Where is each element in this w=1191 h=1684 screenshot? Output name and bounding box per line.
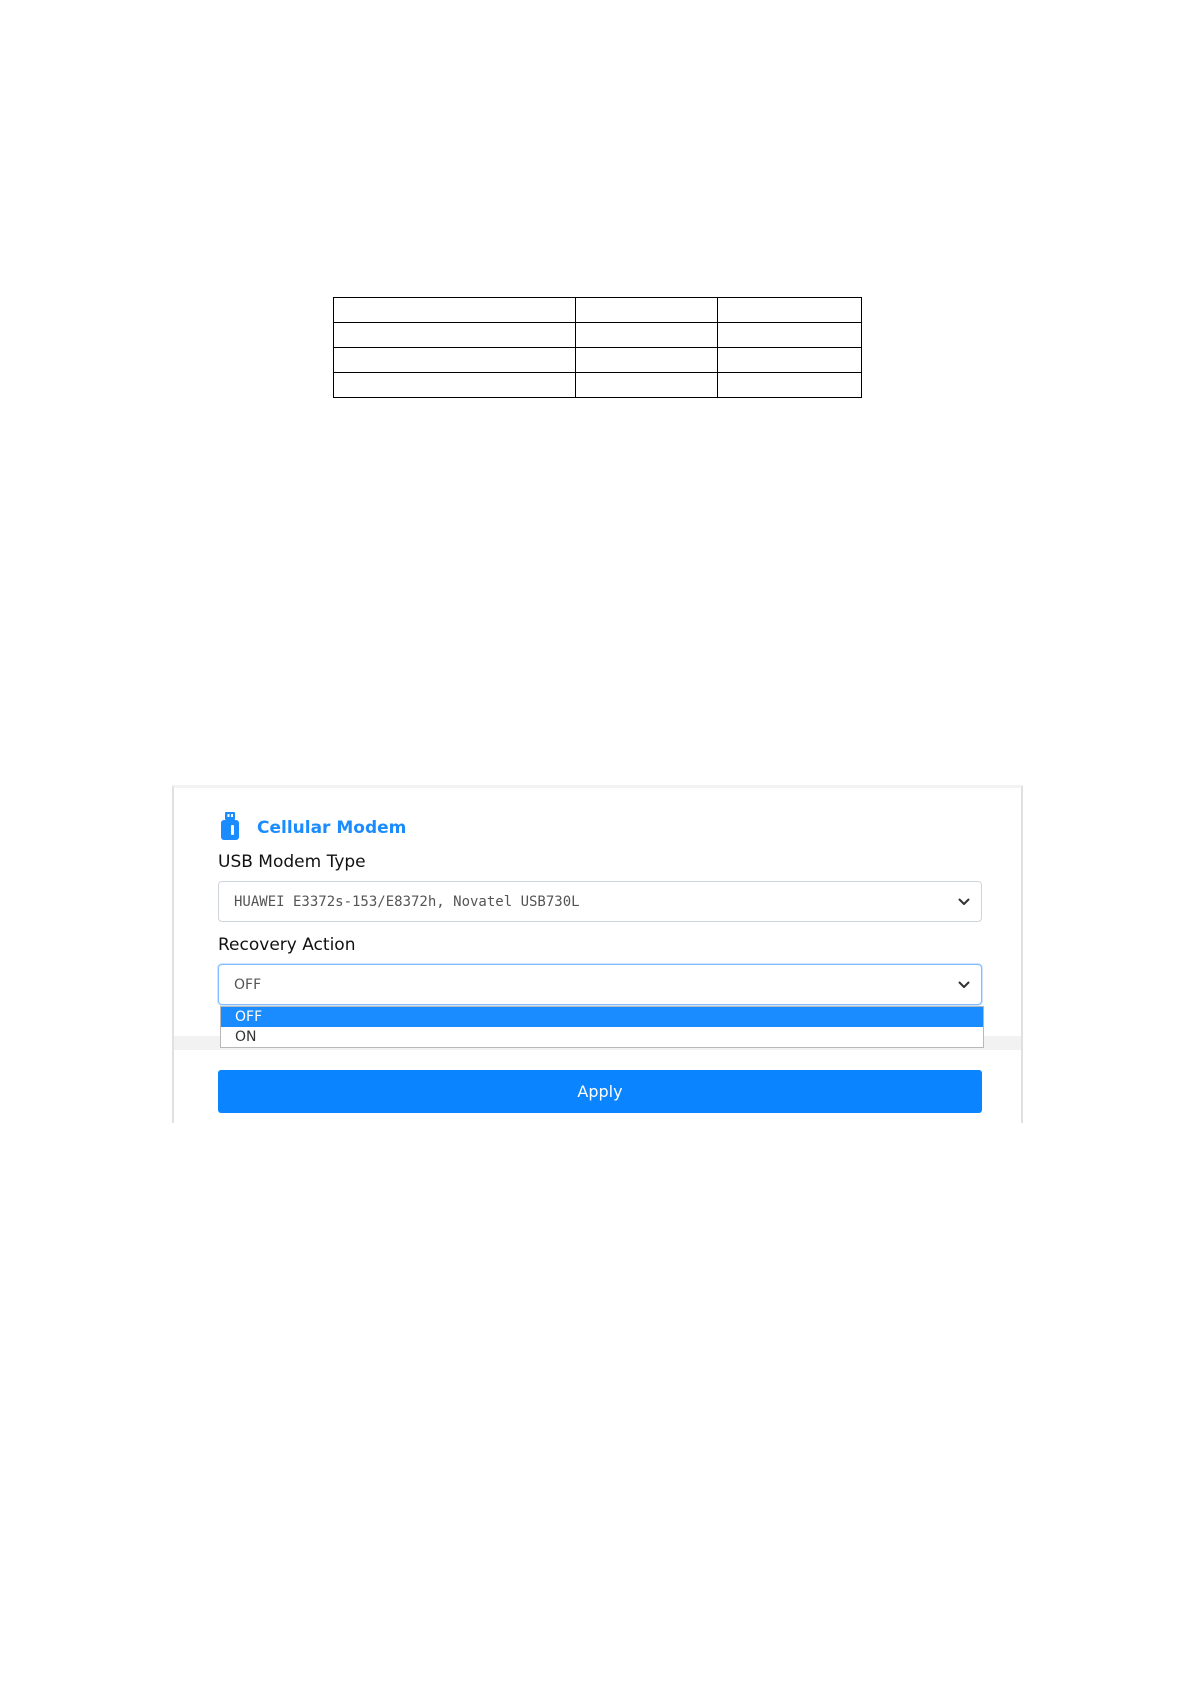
table-row bbox=[334, 373, 862, 398]
table-cell bbox=[334, 298, 576, 323]
chevron-down-icon bbox=[958, 981, 970, 989]
panel-title: Cellular Modem bbox=[257, 818, 407, 838]
usb-modem-type-select[interactable] bbox=[218, 881, 982, 922]
cellular-modem-panel bbox=[172, 785, 1023, 1123]
table-cell bbox=[718, 323, 862, 348]
recovery-action-value: OFF bbox=[234, 976, 262, 993]
table-cell bbox=[334, 348, 576, 373]
table-cell bbox=[576, 348, 718, 373]
table-cell bbox=[576, 298, 718, 323]
recovery-action-options bbox=[220, 1006, 984, 1048]
option-on[interactable]: ON bbox=[235, 1029, 257, 1045]
table-cell bbox=[718, 298, 862, 323]
table-cell bbox=[718, 373, 862, 398]
table-cell bbox=[576, 373, 718, 398]
table-row bbox=[334, 323, 862, 348]
recovery-action-select[interactable] bbox=[218, 964, 982, 1005]
option-off[interactable]: OFF bbox=[221, 1007, 983, 1027]
apply-button[interactable]: Apply bbox=[218, 1070, 982, 1113]
table-row bbox=[334, 298, 862, 323]
recovery-action-label: Recovery Action bbox=[218, 935, 356, 955]
usb-drive-icon bbox=[220, 812, 240, 840]
table-row bbox=[334, 348, 862, 373]
usb-modem-type-value: HUAWEI E3372s-153/E8372h, Novatel USB730L bbox=[234, 893, 580, 910]
panel-header bbox=[220, 812, 406, 840]
table-cell bbox=[576, 323, 718, 348]
document-table bbox=[333, 297, 862, 398]
table-cell bbox=[718, 348, 862, 373]
usb-modem-type-label: USB Modem Type bbox=[218, 852, 366, 872]
table-cell bbox=[334, 373, 576, 398]
chevron-down-icon bbox=[958, 898, 970, 906]
table-cell bbox=[334, 323, 576, 348]
